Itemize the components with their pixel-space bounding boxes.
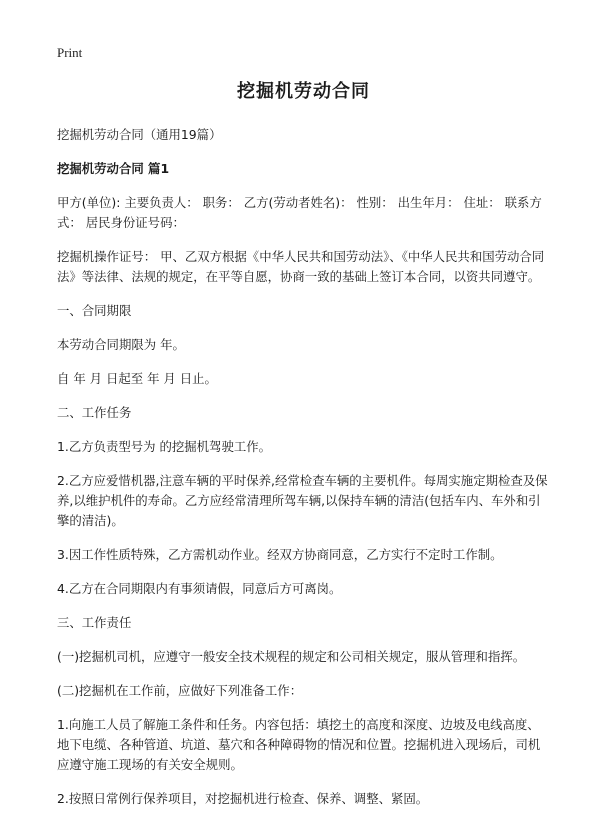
paragraph: 二、工作任务 bbox=[57, 405, 132, 420]
paragraph: 4.乙方在合同期限内有事须请假，同意后方可离岗。 bbox=[57, 581, 342, 596]
paragraph: 甲方(单位): 主要负责人： 职务： 乙方(劳动者姓名)： 性别： 出生年月： 住址： 联系方式： 居民身份证号码： bbox=[57, 195, 542, 230]
paragraph: 1.向施工人员了解施工条件和任务。内容包括：填挖土的高度和深度、边坡及电线高度、地下电缆、各种管道、坑道、墓穴和各种障碍物的情况和位置。挖掘机进入现场后，司机应遵守施工现场的有关安全规则。 bbox=[57, 717, 541, 772]
document-title: 挖掘机劳动合同 bbox=[237, 81, 370, 102]
paragraph: 3.因工作性质特殊，乙方需机动作业。经双方协商同意，乙方实行不定时工作制。 bbox=[57, 547, 503, 562]
print-label: Print bbox=[57, 45, 83, 60]
paragraph: 自 年 月 日起至 年 月 日止。 bbox=[57, 371, 217, 386]
paragraph: 2.按照日常例行保养项目，对挖掘机进行检查、保养、调整、紧固。 bbox=[57, 791, 429, 806]
paragraph: (一)挖掘机司机，应遵守一般安全技术规程的规定和公司相关规定，服从管理和指挥。 bbox=[57, 649, 526, 664]
paragraph: 三、工作责任 bbox=[57, 615, 132, 630]
section-heading: 挖掘机劳动合同 篇1 bbox=[57, 161, 170, 176]
paragraph: 本劳动合同期限为 年。 bbox=[57, 337, 185, 352]
paragraph: 挖掘机劳动合同（通用19篇） bbox=[57, 127, 222, 142]
document-body bbox=[57, 125, 550, 809]
paragraph: (二)挖掘机在工作前，应做好下列准备工作： bbox=[57, 683, 303, 698]
paragraph: 挖掘机操作证号： 甲、乙双方根据《中华人民共和国劳动法》、《中华人民共和国劳动合同法》等法律、法规的规定，在平等自愿，协商一致的基础上签订本合同，以资共同遵守。 bbox=[57, 249, 545, 284]
paragraph: 2.乙方应爱惜机器,注意车辆的平时保养,经常检查车辆的主要机件。每周实施定期检查及保养,以维护机件的寿命。乙方应经常清理所驾车辆,以保持车辆的清洁(包括车内、车外和引擎的清洁)。 bbox=[57, 473, 548, 528]
paragraph: 1.乙方负责型号为 的挖掘机驾驶工作。 bbox=[57, 439, 272, 454]
paragraph: 一、合同期限 bbox=[57, 303, 132, 318]
